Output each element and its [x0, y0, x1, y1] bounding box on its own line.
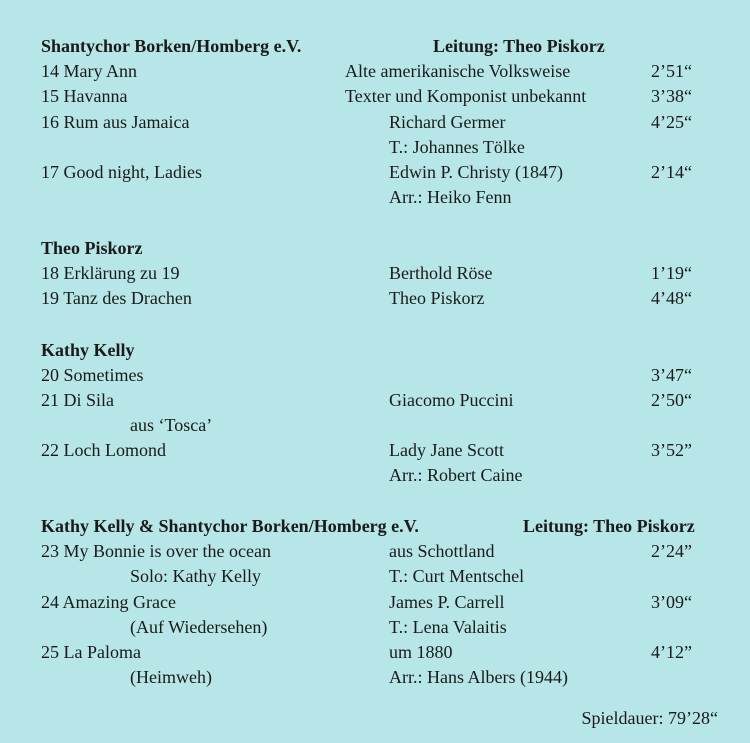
track-subtitle-row	[0, 413, 750, 438]
total-duration: Spieldauer: 79’28“	[581, 708, 718, 728]
track-duration: 3’09“	[651, 592, 692, 612]
track-title: Tanz des Drachen	[63, 288, 192, 308]
track-row	[0, 363, 750, 388]
track-title: Rum aus Jamaica	[63, 112, 190, 132]
section-title: Kathy Kelly	[41, 340, 135, 360]
track-detail-row	[0, 564, 750, 589]
track-number: 15	[41, 86, 59, 106]
track-title: Sometimes	[63, 365, 144, 385]
track-title: My Bonnie is over the ocean	[63, 541, 271, 561]
track-detail-row	[0, 615, 750, 640]
section-title: Theo Piskorz	[41, 238, 143, 258]
track-row	[0, 84, 750, 109]
track-row	[0, 590, 750, 615]
track-composer: Texter und Komponist unbekannt	[345, 86, 587, 106]
track-duration: 3’47“	[651, 365, 692, 385]
section-header	[0, 514, 750, 539]
track-credit-row	[0, 185, 750, 210]
track-number: 16	[41, 112, 59, 132]
track-subtitle: aus ‘Tosca’	[130, 415, 213, 435]
section-header	[0, 338, 750, 363]
track-title: Loch Lomond	[63, 440, 166, 460]
track-title: Havanna	[63, 86, 128, 106]
track-credit: Arr.: Heiko Fenn	[389, 187, 512, 207]
track-row	[0, 388, 750, 413]
track-credit-row	[0, 135, 750, 160]
track-number: 20	[41, 365, 59, 385]
track-composer: Richard Germer	[389, 112, 506, 132]
track-number: 21	[41, 390, 59, 410]
track-row	[0, 261, 750, 286]
track-duration: 1’19“	[651, 263, 692, 283]
track-composer: Theo Piskorz	[389, 288, 485, 308]
track-row	[0, 539, 750, 564]
track-row	[0, 438, 750, 463]
track-number: 25	[41, 642, 59, 662]
track-composer: James P. Carrell	[389, 592, 505, 612]
track-row	[0, 160, 750, 185]
track-composer: Alte amerikanische Volksweise	[345, 61, 571, 81]
section-title: Shantychor Borken/Homberg e.V.	[41, 36, 302, 56]
track-credit: T.: Curt Mentschel	[389, 566, 525, 586]
track-composer: um 1880	[389, 642, 453, 662]
track-number: 14	[41, 61, 59, 81]
track-number: 24	[41, 592, 59, 612]
track-number: 17	[41, 162, 59, 182]
track-number: 19	[41, 288, 59, 308]
track-duration: 2’14“	[651, 162, 692, 182]
track-composer: Lady Jane Scott	[389, 440, 504, 460]
track-duration: 2’24”	[651, 541, 692, 561]
track-detail-row	[0, 665, 750, 690]
track-title: La Paloma	[63, 642, 141, 662]
track-credit: T.: Johannes Tölke	[389, 137, 525, 157]
track-row	[0, 110, 750, 135]
track-number: 18	[41, 263, 59, 283]
track-composer: Edwin P. Christy (1847)	[389, 162, 564, 182]
track-row	[0, 59, 750, 84]
track-title: Erklärung zu 19	[63, 263, 180, 283]
track-duration: 4’25“	[651, 112, 692, 132]
track-composer: Giacomo Puccini	[389, 390, 514, 410]
track-duration: 4’12”	[651, 642, 692, 662]
track-composer: Berthold Röse	[389, 263, 493, 283]
track-title: Good night, Ladies	[63, 162, 202, 182]
track-duration: 2’51“	[651, 61, 692, 81]
track-duration: 2’50“	[651, 390, 692, 410]
track-subtitle: (Heimweh)	[130, 667, 212, 687]
track-credit-row	[0, 463, 750, 488]
track-credit: Arr.: Hans Albers (1944)	[389, 667, 568, 687]
track-duration: 3’38“	[651, 86, 692, 106]
section-leitung: Leitung: Theo Piskorz	[523, 516, 695, 536]
track-title: Amazing Grace	[62, 592, 176, 612]
track-credit: Arr.: Robert Caine	[389, 465, 523, 485]
total-duration-row	[0, 706, 750, 731]
section-header	[0, 34, 750, 59]
section-header	[0, 236, 750, 261]
track-duration: 3’52”	[651, 440, 692, 460]
track-subtitle: Solo: Kathy Kelly	[130, 566, 261, 586]
track-credit: T.: Lena Valaitis	[389, 617, 507, 637]
track-composer: aus Schottland	[389, 541, 495, 561]
track-row	[0, 286, 750, 311]
section-leitung: Leitung: Theo Piskorz	[433, 36, 605, 56]
track-subtitle: (Auf Wiedersehen)	[130, 617, 268, 637]
track-title: Mary Ann	[63, 61, 137, 81]
track-number: 22	[41, 440, 59, 460]
section-title: Kathy Kelly & Shantychor Borken/Homberg e.V.	[41, 516, 419, 536]
track-title: Di Sila	[63, 390, 115, 410]
track-row	[0, 640, 750, 665]
track-duration: 4’48“	[651, 288, 692, 308]
track-number: 23	[41, 541, 59, 561]
